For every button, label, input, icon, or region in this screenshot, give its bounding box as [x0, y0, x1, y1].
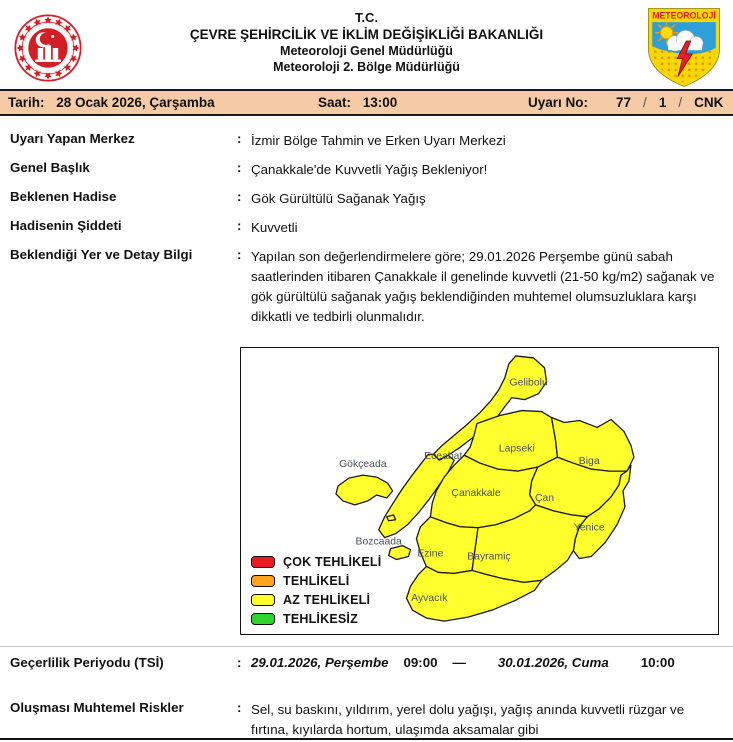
risks-value: Sel, su baskını, yıldırım, yerel dolu yağışı, yağış anında kuvvetli rüzgar ve fırtına, kıyılarda hortum, ulaşımda aksamalar gibi [251, 702, 685, 737]
field-value: Kuvvetli [251, 220, 298, 235]
district-label-canakkale: Çanakkale [451, 487, 501, 499]
field-label: Beklenen Hadise [10, 189, 117, 204]
info-bar-warning-no [528, 95, 723, 110]
legend-swatch-yellow [251, 594, 275, 606]
legend-label: AZ TEHLİKELİ [283, 593, 371, 607]
field-row-severity [10, 218, 725, 238]
bottom-rule [0, 738, 733, 740]
legend-item-cok-tehlikeli [251, 555, 381, 569]
warning-no-region-code: CNK [694, 95, 724, 110]
validity-start-time: 09:00 [403, 655, 438, 670]
field-colon: : [237, 700, 242, 715]
info-bar-date [8, 95, 215, 110]
validity-label: Geçerlilik Periyodu (TSİ) [10, 655, 164, 670]
district-label-biga: Biga [578, 456, 600, 468]
field-colon: : [237, 655, 242, 670]
field-value: İzmir Bölge Tahmin ve Erken Uyarı Merkezi [251, 133, 506, 148]
ministry-logo [14, 9, 82, 87]
warning-no-slash: / [643, 95, 647, 110]
warning-no-slash: / [678, 95, 683, 110]
validity-period-row [10, 655, 725, 670]
legend-item-tehlikeli [251, 574, 381, 588]
field-value: Çanakkale'de Kuvvetli Yağış Bekleniyor! [251, 162, 488, 177]
info-bar-time [318, 95, 397, 110]
date-value: 28 Ocak 2026, Çarşamba [56, 95, 215, 110]
legend-item-az-tehlikeli [251, 593, 381, 607]
validity-end-date: 30.01.2026, Cuma [497, 655, 609, 670]
field-label: Beklendiği Yer ve Detay Bilgi [10, 247, 193, 262]
time-label: Saat: [318, 95, 352, 110]
legend-item-tehlikesiz [251, 612, 381, 626]
validity-value [251, 655, 675, 670]
field-row-general-title [10, 160, 725, 180]
district-shape-bozcaada [389, 546, 411, 560]
district-label-can: Çan [534, 492, 555, 504]
field-colon: : [237, 160, 242, 175]
field-colon: : [237, 218, 242, 233]
district-shape-gokceada [336, 475, 393, 505]
district-label-bayramic: Bayramiç [467, 551, 511, 563]
field-row-detail-info [10, 247, 725, 327]
district-label-eceabat: Eceabat [424, 451, 463, 463]
ministry-emblem-icon [14, 9, 82, 87]
field-colon: : [237, 189, 242, 204]
meteorology-shield-icon [646, 7, 722, 88]
time-value: 13:00 [362, 95, 398, 110]
legend-swatch-red [251, 556, 275, 568]
field-colon: : [237, 247, 242, 262]
validity-dash: — [452, 655, 466, 670]
district-label-lapseki: Lapseki [498, 443, 535, 455]
field-value: Gök Gürültülü Sağanak Yağış [251, 191, 426, 206]
legend-label: ÇOK TEHLİKELİ [283, 555, 382, 569]
district-label-ayvacik: Ayvacık [411, 593, 448, 605]
validity-start-date: 29.01.2026, Perşembe [251, 655, 389, 670]
warning-level-legend [251, 555, 381, 626]
header-line-directorate: Meteoroloji Genel Müdürlüğü [280, 44, 453, 58]
field-label: Genel Başlık [10, 160, 90, 175]
header-line-regional: Meteoroloji 2. Bölge Müdürlüğü [273, 60, 460, 74]
district-label-yenice: Yenice [573, 522, 605, 534]
district-label-ezine: Ezine [417, 548, 444, 560]
warning-no-label: Uyarı No: [528, 95, 589, 110]
header-line-tc: T.C. [354, 10, 379, 25]
header-line-ministry: ÇEVRE ŞEHİRCİLİK VE İKLİM DEĞİŞİKLİĞİ BAKANLIĞI [189, 27, 544, 42]
risks-label: Oluşması Muhtemel Riskler [10, 700, 184, 715]
district-label-gokceada: Gökçeada [339, 459, 387, 471]
legend-label: TEHLİKELİ [283, 574, 350, 588]
possible-risks-row [10, 700, 725, 740]
field-colon: : [237, 131, 242, 146]
info-bar [0, 89, 733, 116]
date-label: Tarih: [8, 95, 45, 110]
header-title-block [90, 10, 643, 75]
legend-label: TEHLİKESİZ [283, 612, 358, 626]
legend-swatch-orange [251, 575, 275, 587]
legend-swatch-green [251, 613, 275, 625]
warning-no-number: 77 [616, 95, 632, 110]
field-row-issuing-center [10, 131, 725, 151]
field-row-expected-event [10, 189, 725, 209]
field-value: Yapılan son değerlendirmelere göre; 29.01.2026 Perşembe günü sabah saatlerinden itibaren Çanakkale il genelinde kuvvetli (21-50 kg/m2) sağanak ve gök gürültülü sağanak yağış beklendiğinden muhtemel olumsuzluklara karşı dikkatli ve tedbirli olunmalıdır. [251, 249, 715, 324]
section-divider [0, 646, 733, 647]
district-label-bozcaada: Bozcaada [355, 536, 402, 548]
meteorology-logo [646, 7, 722, 88]
warning-no-revision: 1 [658, 95, 667, 110]
field-label: Uyarı Yapan Merkez [10, 131, 135, 146]
validity-end-time: 10:00 [640, 655, 675, 670]
field-label: Hadisenin Şiddeti [10, 218, 122, 233]
meteorology-logo-text: METEOROLOJİ [652, 10, 716, 21]
district-label-gelibolu: Gelibolu [509, 377, 548, 389]
warning-map-box [240, 347, 719, 635]
